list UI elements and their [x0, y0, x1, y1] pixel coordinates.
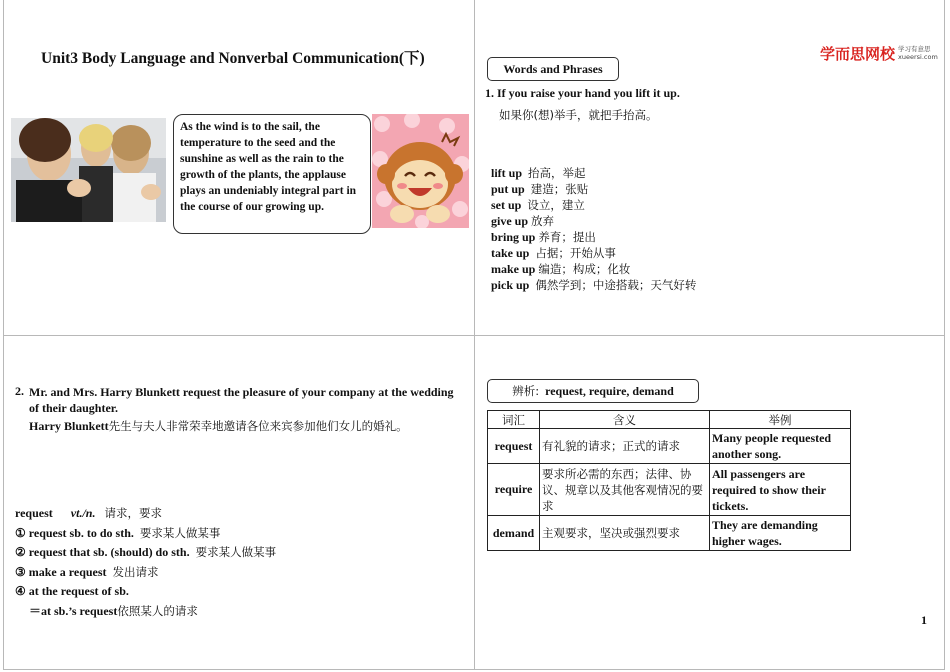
- headword-meaning: 请求，要求: [104, 506, 162, 520]
- logo-url: xueersi.com: [898, 53, 938, 61]
- comparison-words: request, require, demand: [545, 383, 674, 398]
- table-row: [488, 464, 851, 516]
- column-header: 词汇: [488, 411, 540, 429]
- table-header-row: [488, 411, 851, 429]
- monkey-cartoon-image: [372, 114, 469, 228]
- sentence-2-translation: Harry Blunkett先生与夫人非常荣幸地邀请各位来宾参加他们女儿的婚礼。: [29, 419, 408, 433]
- table-cell-example: Many people requested another song.: [710, 429, 851, 464]
- table-cell-meaning: 主观要求，坚决或强烈要求: [540, 516, 710, 551]
- usage-list: [15, 504, 276, 621]
- quote-box: As the wind is to the sail, the temperature to the seed and the sunshine as well as the rain to the growth of the plants, the applause plays an undeniably integral part in the course of our growing up.: [173, 114, 371, 234]
- sentence-1: 1. If you raise your hand you lift it up.: [485, 86, 680, 100]
- table-cell-word: require: [488, 464, 540, 516]
- table-cell-meaning: 有礼貌的请求；正式的请求: [540, 429, 710, 464]
- sentence-2: Mr. and Mrs. Harry Blunkett request the pleasure of your company at the wedding of their daughter.: [29, 385, 454, 415]
- phrase-item: make up 编造；构成；化妆: [491, 262, 631, 276]
- section-label-box: Words and Phrases: [487, 57, 619, 81]
- phrase-item: put up 建造；张贴: [491, 182, 589, 196]
- table-row: [488, 516, 851, 551]
- logo-slogan: 学习有意思: [898, 45, 931, 53]
- usage-item: ② request that sb. (should) do sth. 要求某人做某事: [15, 545, 277, 559]
- xueersi-logo: [820, 42, 938, 64]
- slide-1: [3, 0, 475, 336]
- usage-item: ④ at the request of sb.: [15, 584, 129, 598]
- usage-item: ＝at sb.’s request依照某人的请求: [29, 603, 198, 618]
- column-header: 举例: [710, 411, 851, 429]
- table-row: [488, 429, 851, 464]
- table-cell-example: They are demanding higher wages.: [710, 516, 851, 551]
- part-of-speech: vt./n.: [70, 506, 96, 520]
- sentence-1-translation: 如果你(想)举手，就把手抬高。: [499, 108, 658, 122]
- phrase-list: [491, 165, 696, 293]
- slide-3: [3, 336, 475, 670]
- applauding-people-photo: [11, 118, 166, 222]
- comparison-table: [487, 410, 851, 551]
- page-title: Unit3 Body Language and Nonverbal Communication(下): [41, 50, 425, 67]
- table-cell-meaning: 要求所必需的东西；法律、协议、规章以及其他客观情况的要求: [540, 464, 710, 516]
- usage-item: ① request sb. to do sth. 要求某人做某事: [15, 525, 221, 540]
- logo-subtext: [898, 45, 938, 61]
- slide-4: [475, 336, 945, 670]
- usage-item: ③ make a request 发出请求: [15, 564, 159, 579]
- table-cell-example: All passengers are required to show their tickets.: [710, 464, 851, 516]
- phrase-item: pick up 偶然学到；中途搭载；天气好转: [491, 278, 697, 292]
- column-header: 含义: [540, 411, 710, 429]
- page-number: 1: [921, 613, 927, 627]
- phrase-item: give up 放弃: [491, 214, 555, 228]
- phrase-item: set up 设立，建立: [491, 198, 585, 212]
- phrase-item: lift up 抬高，举起: [491, 166, 586, 180]
- comparison-label-box: [487, 379, 699, 403]
- item-number: 2.: [15, 384, 24, 398]
- phrase-item: bring up 养育；提出: [491, 230, 596, 244]
- slide-2: [475, 0, 945, 336]
- table-cell-word: demand: [488, 516, 540, 551]
- word-definition: [15, 504, 276, 524]
- comparison-label: 辨析:: [512, 384, 540, 398]
- logo-text: 学而思网校: [820, 44, 896, 63]
- phrase-item: take up 占据；开始从事: [491, 246, 616, 260]
- table-cell-word: request: [488, 429, 540, 464]
- headword: request: [15, 506, 53, 520]
